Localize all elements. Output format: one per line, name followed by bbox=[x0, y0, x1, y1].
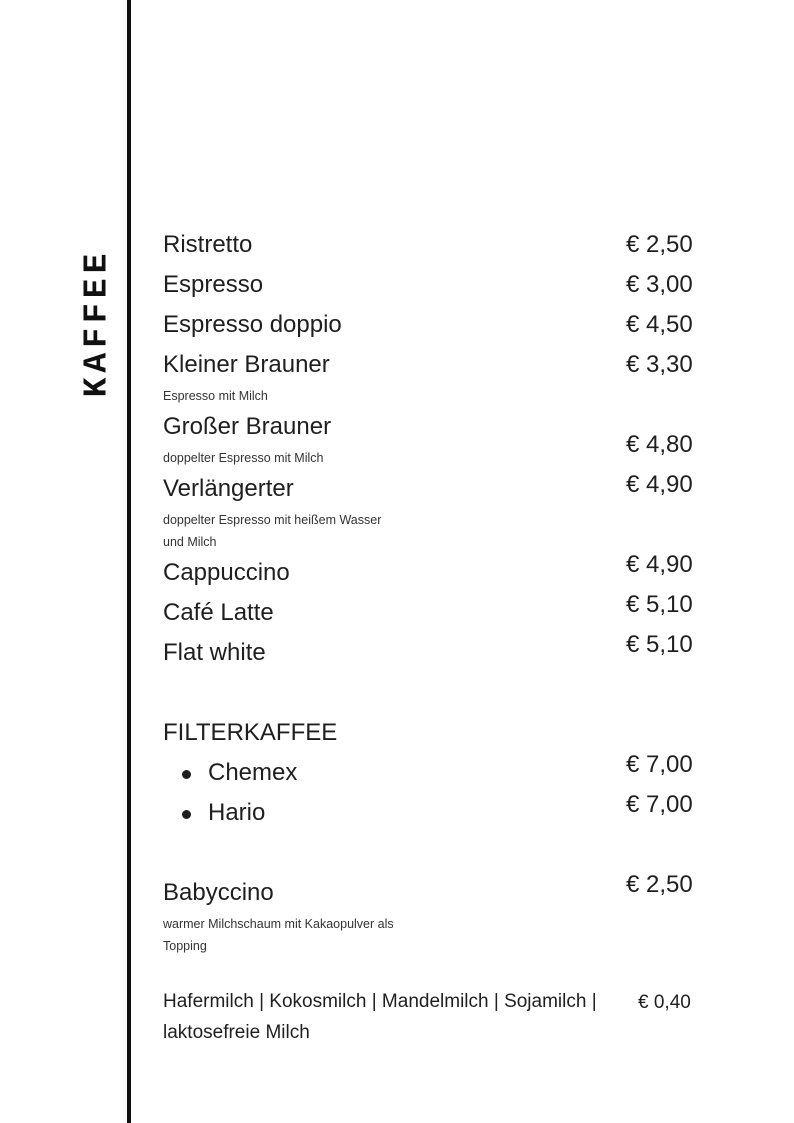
item-desc-verlaengerter-1: doppelter Espresso mit heißem Wasser bbox=[163, 513, 382, 527]
filter-price-hario: € 7,00 bbox=[626, 791, 693, 818]
item-price-kleiner-brauner: € 3,30 bbox=[626, 351, 693, 378]
item-desc-grosser-brauner: doppelter Espresso mit Milch bbox=[163, 451, 324, 465]
item-desc-babyccino-1: warmer Milchschaum mit Kakaopulver als bbox=[163, 917, 394, 931]
item-price-flat-white: € 5,10 bbox=[626, 631, 693, 658]
bullet-icon bbox=[182, 810, 191, 819]
item-name-babyccino: Babyccino bbox=[163, 879, 274, 906]
item-name-flat-white: Flat white bbox=[163, 639, 266, 666]
item-price-cappuccino: € 4,90 bbox=[626, 551, 693, 578]
item-desc-kleiner-brauner: Espresso mit Milch bbox=[163, 389, 268, 403]
item-price-cafe-latte: € 5,10 bbox=[626, 591, 693, 618]
item-price-verlaengerter: € 4,90 bbox=[626, 471, 693, 498]
item-name-espresso: Espresso bbox=[163, 271, 264, 298]
milk-alternatives bbox=[163, 986, 623, 1048]
item-price-grosser-brauner: € 4,80 bbox=[626, 431, 693, 458]
item-price-espresso-doppio: € 4,50 bbox=[626, 311, 693, 338]
item-name-verlaengerter: Verlängerter bbox=[163, 475, 294, 502]
milk-alternatives-line-1: Hafermilch | Kokosmilch | Mandelmilch | Sojamilch | bbox=[163, 991, 597, 1012]
item-name-espresso-doppio: Espresso doppio bbox=[163, 311, 342, 338]
filter-item-hario: Hario bbox=[208, 799, 266, 826]
filter-price-chemex: € 7,00 bbox=[626, 751, 693, 778]
filter-item-chemex: Chemex bbox=[208, 759, 298, 786]
item-desc-verlaengerter-2: und Milch bbox=[163, 535, 217, 549]
milk-alternatives-line-2: laktosefreie Milch bbox=[163, 1022, 310, 1043]
vertical-divider bbox=[127, 0, 131, 1123]
item-price-ristretto: € 2,50 bbox=[626, 231, 693, 258]
item-price-espresso: € 3,00 bbox=[626, 271, 693, 298]
item-name-grosser-brauner: Großer Brauner bbox=[163, 413, 332, 440]
item-desc-babyccino-2: Topping bbox=[163, 939, 207, 953]
milk-alternatives-price: € 0,40 bbox=[638, 992, 691, 1013]
item-name-cappuccino: Cappuccino bbox=[163, 559, 290, 586]
item-name-ristretto: Ristretto bbox=[163, 231, 253, 258]
item-name-cafe-latte: Café Latte bbox=[163, 599, 274, 626]
section-title: KAFFEE bbox=[78, 248, 116, 398]
item-name-kleiner-brauner: Kleiner Brauner bbox=[163, 351, 330, 378]
item-price-babyccino: € 2,50 bbox=[626, 871, 693, 898]
bullet-icon bbox=[182, 770, 191, 779]
filter-heading: FILTERKAFFEE bbox=[163, 719, 338, 746]
